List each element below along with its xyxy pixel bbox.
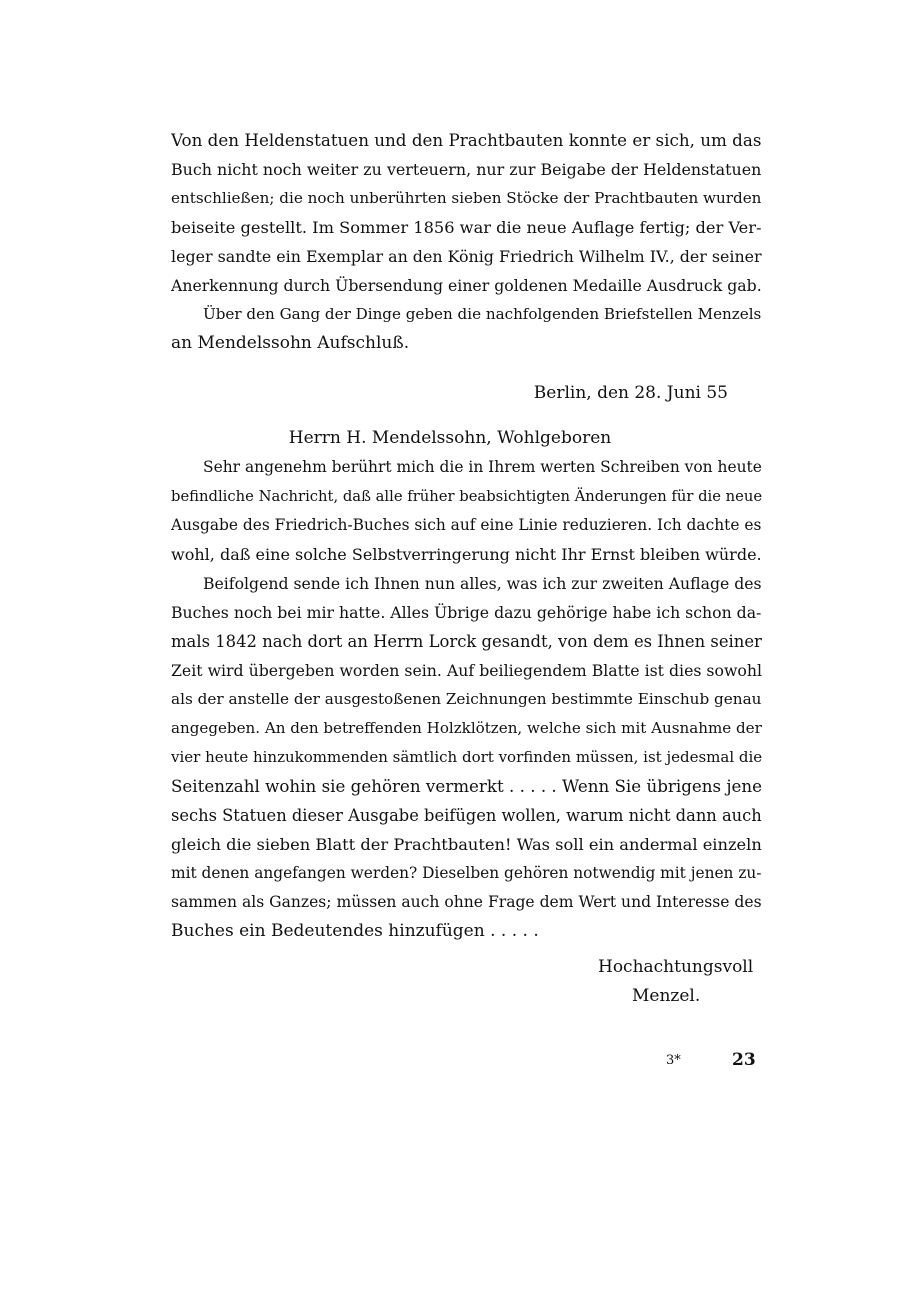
text-line: mals 1842 nach dort an Herrn Lorck gesandt, von dem es Ihnen seiner — [171, 632, 762, 651]
text-line: Zeit wird übergeben worden sein. Auf beiliegendem Blatte ist dies sowohl — [171, 661, 762, 680]
text-line: befindliche Nachricht, daß alle früher beabsichtigten Änderungen für die neue — [171, 488, 762, 505]
page-number: 23 — [732, 1050, 756, 1070]
text-line: sammen als Ganzes; müssen auch ohne Frage dem Wert und Interesse des — [171, 893, 762, 911]
letter-body — [171, 453, 762, 946]
text-line: Von den Heldenstatuen und den Prachtbauten konnte er sich, um das — [171, 130, 762, 150]
text-line: angegeben. An den betreffenden Holzklötzen, welche sich mit Ausnahme der — [171, 719, 762, 737]
intro-paragraph-1 — [171, 126, 762, 300]
letter-paragraph-2 — [171, 569, 762, 946]
text-line: an Mendelssohn Aufschluß. — [171, 333, 410, 353]
text-line: Anerkennung durch Übersendung einer goldenen Medaille Ausdruck gab. — [171, 276, 762, 295]
letter-closing: Hochachtungsvoll — [598, 957, 754, 977]
text-line: Über den Gang der Dinge geben die nachfolgenden Briefstellen Menzels — [203, 305, 762, 323]
letter-paragraph-1 — [171, 453, 762, 569]
text-line: Buch nicht noch weiter zu verteuern, nur zur Beigabe der Heldenstatuen — [171, 160, 762, 179]
letter-dateline: Berlin, den 28. Juni 55 — [533, 383, 728, 403]
intro-text — [171, 126, 762, 358]
text-line: Ausgabe des Friedrich-Buches sich auf eine Linie reduzieren. Ich dachte es — [171, 516, 762, 534]
signature-mark: 3* — [666, 1053, 681, 1068]
text-line: beiseite gestellt. Im Sommer 1856 war die neue Auflage fertig; der Ver- — [171, 218, 762, 237]
intro-paragraph-2 — [171, 300, 762, 358]
text-line: sechs Statuen dieser Ausgabe beifügen wollen, warum nicht dann auch — [171, 806, 762, 825]
text-line: vier heute hinzukommenden sämtlich dort vorfinden müssen, ist jedesmal die — [171, 748, 762, 766]
text-line: mit denen angefangen werden? Dieselben gehören notwendig mit jenen zu- — [171, 864, 762, 882]
text-line: Buches ein Bedeutendes hinzufügen . . . . . — [171, 921, 539, 941]
text-line: entschließen; die noch unberührten sieben Stöcke der Prachtbauten wurden — [171, 189, 762, 207]
text-line: gleich die sieben Blatt der Prachtbauten! Was soll ein andermal einzeln — [171, 835, 762, 854]
letter-salutation: Herrn H. Mendelssohn, Wohlgeboren — [288, 428, 612, 448]
text-line: Beifolgend sende ich Ihnen nun alles, was ich zur zweiten Auflage des — [203, 574, 762, 593]
text-line: als der anstelle der ausgestoßenen Zeichnungen bestimmte Einschub genau — [171, 690, 762, 708]
letter-signature: Menzel. — [632, 986, 701, 1006]
text-line: leger sandte ein Exemplar an den König Friedrich Wilhelm IV., der seiner — [171, 247, 762, 266]
text-line: Seitenzahl wohin sie gehören vermerkt . . . . . Wenn Sie übrigens jene — [171, 777, 762, 796]
text-line: Sehr angenehm berührt mich die in Ihrem werten Schreiben von heute — [203, 458, 762, 476]
text-line: wohl, daß eine solche Selbstverringerung nicht Ihr Ernst bleiben würde. — [171, 545, 762, 564]
text-line: Buches noch bei mir hatte. Alles Übrige dazu gehörige habe ich schon da- — [171, 603, 762, 622]
